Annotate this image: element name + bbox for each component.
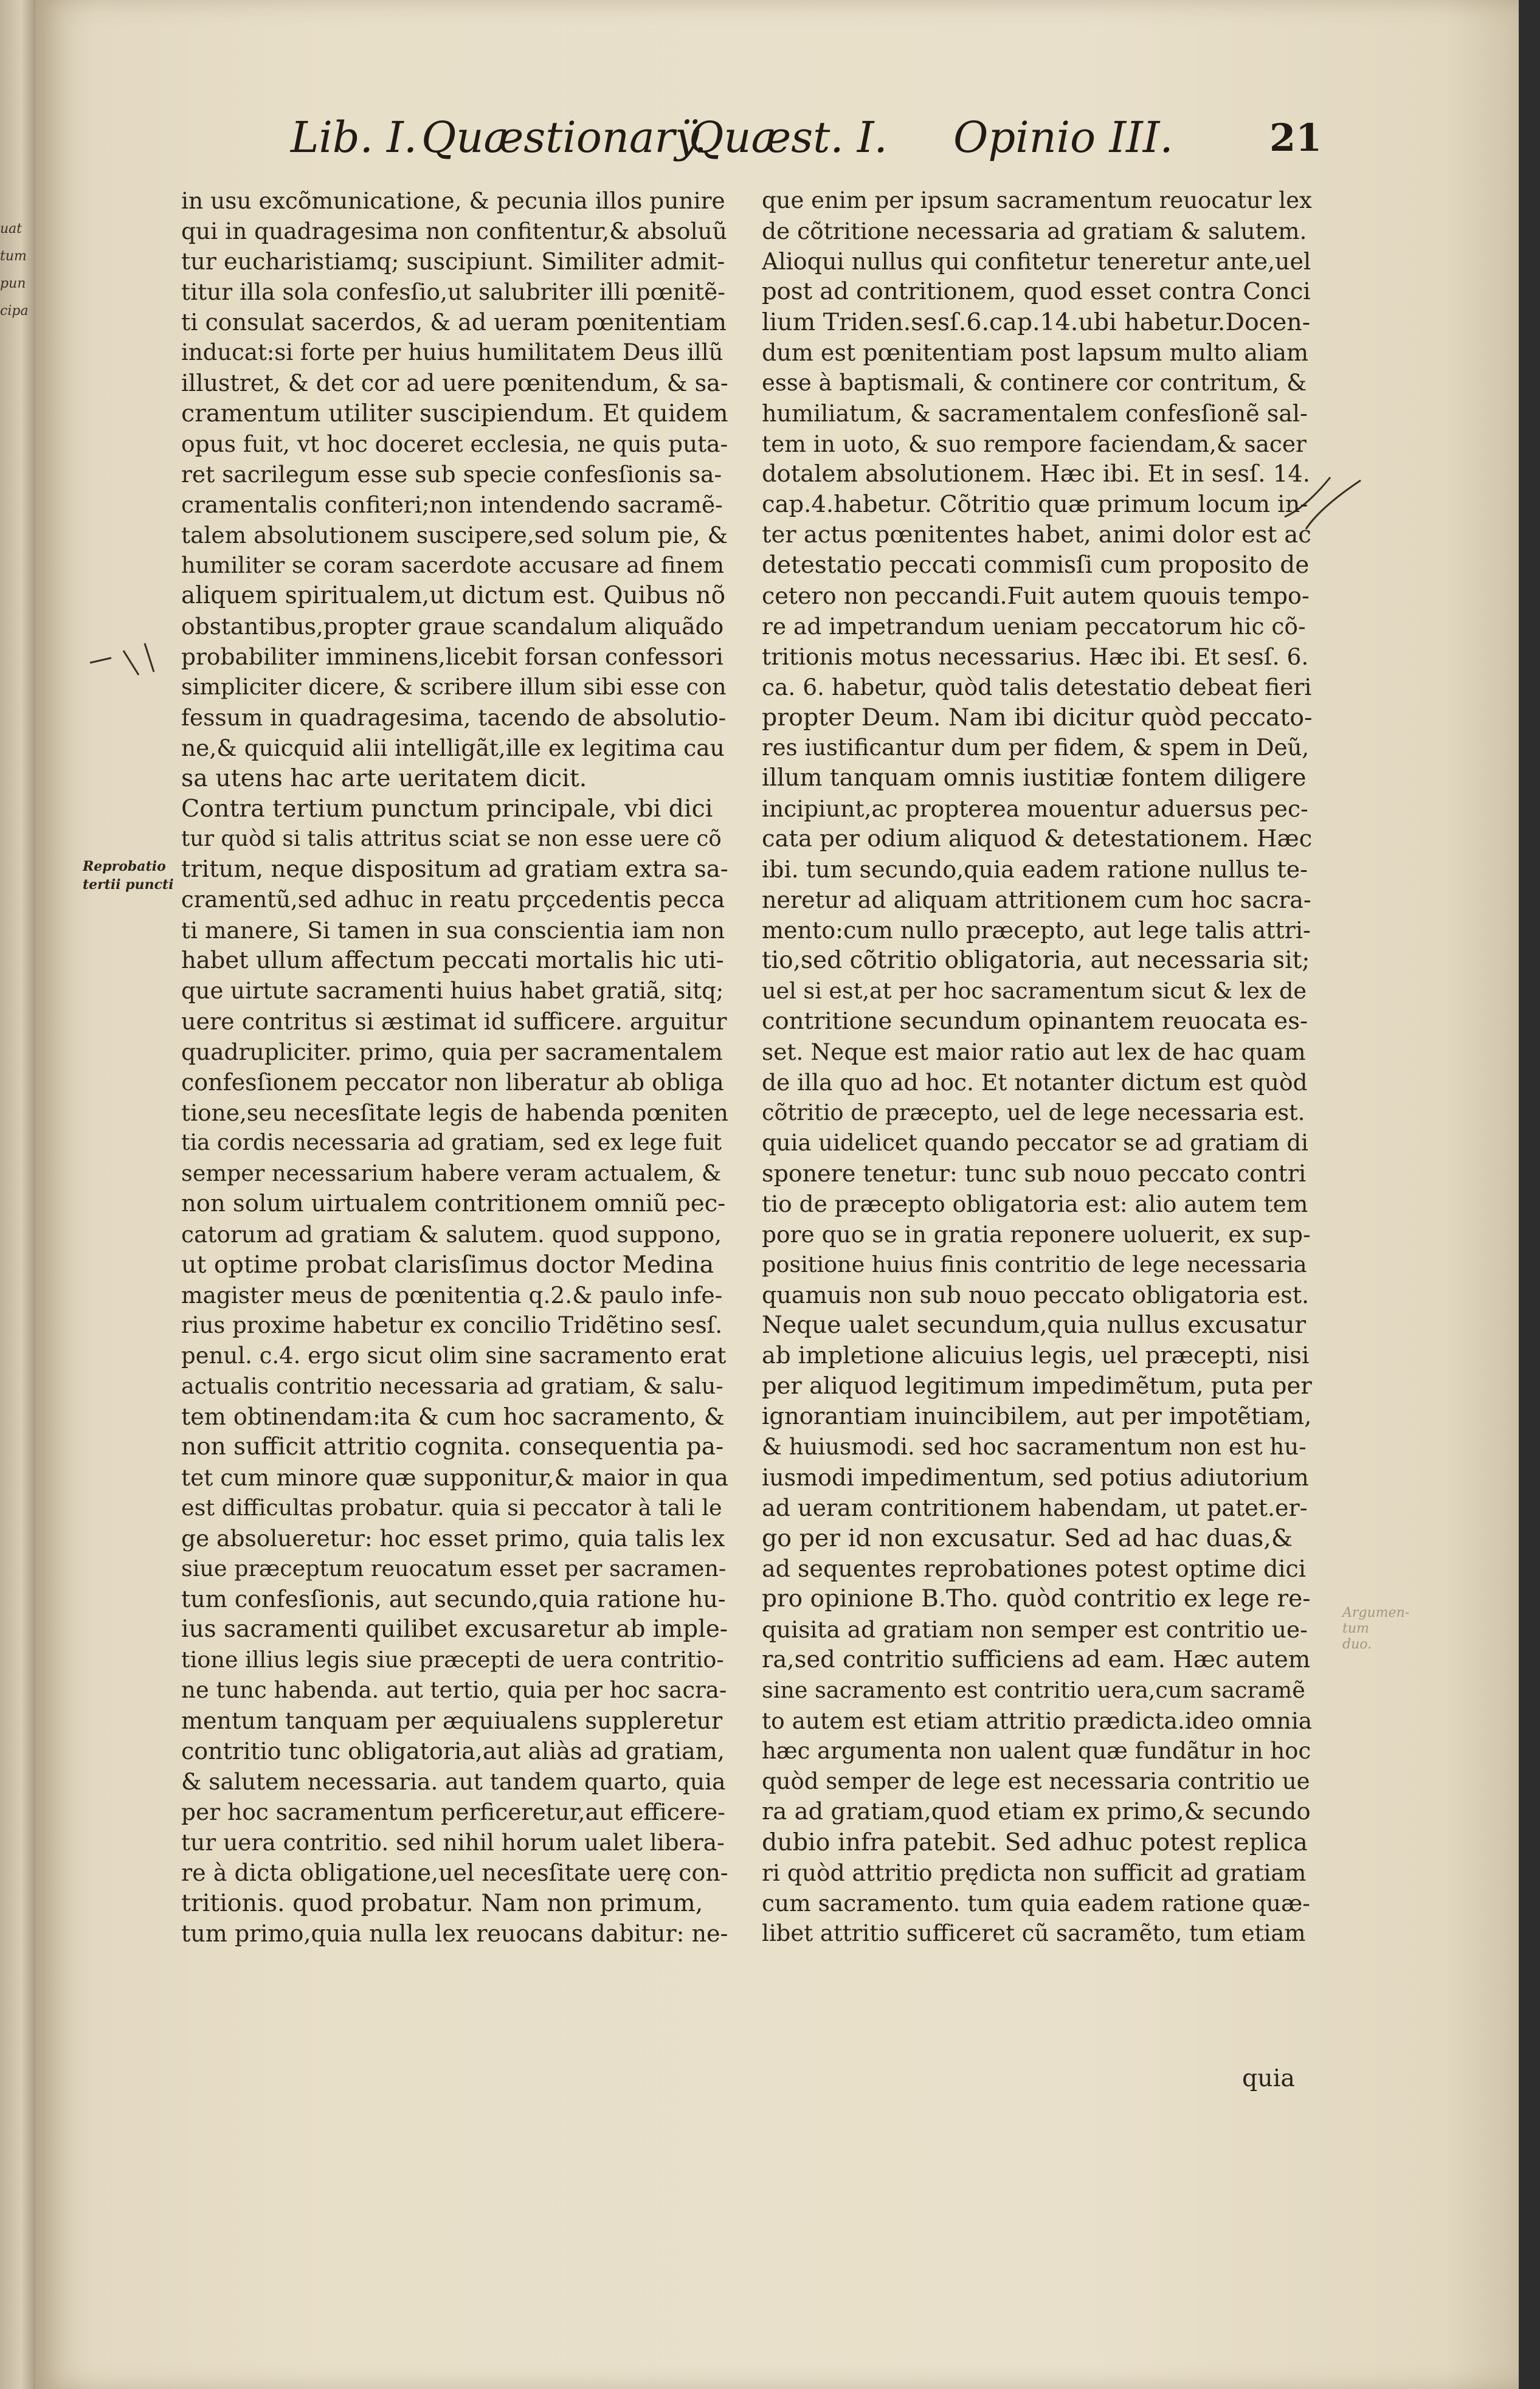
page-number: 21 (1269, 116, 1322, 160)
text-line: re à dicta obligatione,uel necesſitate uerę con- (181, 1859, 728, 1886)
text-line: tritum, neque dispositum ad gratiam extra sa- (181, 856, 728, 883)
margin-note-line: tertii puncti (83, 877, 174, 893)
header-book: Lib. I. (291, 112, 418, 162)
text-line: uel si est,at per hoc sacramentum sicut & lex de (762, 978, 1307, 1004)
margin-note (83, 857, 183, 894)
text-line: & huiusmodi. sed hoc sacramentum non est hu- (762, 1434, 1307, 1460)
text-line: hæc argumenta non ualent quæ fundãtur in hoc (762, 1738, 1311, 1764)
text-line: dotalem absolutionem. Hæc ibi. Et in sesſ. 14. (762, 460, 1310, 488)
text-line: est difficultas probatur. quia si peccator à tali le (181, 1495, 722, 1521)
text-line: incipiunt,ac propterea mouentur aduersus pec- (762, 795, 1308, 822)
text-line: ad sequentes reprobationes potest optime dici (762, 1555, 1306, 1582)
text-line: Contra tertium punctum principale, vbi dici (181, 795, 713, 823)
text-line: ret sacrilegum esse sub specie confesſionis sa- (181, 461, 722, 488)
text-line: go per id non excusatur. Sed ad hac duas,& (762, 1524, 1293, 1552)
text-line: sine sacramento est contritio uera,cum sacramẽ (762, 1677, 1305, 1703)
text-line: neretur ad aliquam attritionem cum hoc sacra- (762, 887, 1311, 913)
text-line: Alioqui nullus qui confitetur teneretur ante,uel (762, 248, 1311, 275)
text-line: probabiliter imminens,licebit forsan confessori (181, 643, 723, 670)
text-line: tum confesſionis, aut secundo,quia ratione hu- (181, 1586, 726, 1613)
margin-note-line: Reprobatio (83, 859, 166, 874)
book-page (35, 0, 1519, 2389)
text-line: iusmodi impedimentum, sed potius adiutorium (762, 1464, 1309, 1491)
text-line: tum primo,quia nulla lex reuocans dabitur: ne- (181, 1920, 728, 1947)
text-line: talem absolutionem suscipere,sed solum pie, & (181, 522, 728, 548)
text-line: detestatio peccati commisſi cum proposito de (762, 551, 1310, 579)
text-line: tia cordis necessaria ad gratiam, sed ex lege fuit (181, 1130, 722, 1155)
text-line: cata per odium aliquod & detestationem. Hæc (762, 825, 1312, 852)
text-line: tem in uoto, & suo rempore faciendam,& sacer (762, 430, 1307, 457)
text-line: inducat:si forte per huius humilitatem Deus illũ (181, 339, 723, 365)
text-line: uere contritus si æstimat id sufficere. arguitur (181, 1008, 727, 1035)
text-column-left (181, 185, 728, 1949)
text-line: habet ullum affectum peccati mortalis hic uti- (181, 947, 724, 974)
text-line: ra,sed contritio sufficiens ad eam. Hæc autem (762, 1646, 1311, 1673)
text-line: tur eucharistiamq; suscipiunt. Similiter admit- (181, 248, 725, 275)
text-line: ter actus pœnitentes habet, animi dolor est ac (762, 521, 1311, 548)
text-line: post ad contritionem, quod esset contra Conci (762, 278, 1311, 305)
text-line: tione,seu necesſitate legis de habenda pœniten (181, 1099, 728, 1126)
text-line: tio,sed cõtritio obligatoria, aut necessaria sit; (762, 947, 1310, 974)
text-line: quadrupliciter. primo, quia per sacramentalem (181, 1039, 723, 1065)
text-line: cõtritio de præcepto, uel de lege necessaria est. (762, 1099, 1305, 1125)
text-line: sponere tenetur: tunc sub nouo peccato contri (762, 1160, 1307, 1187)
text-line: ti manere, Si tamen in sua conscientia iam non (181, 917, 725, 944)
text-line: de cõtritione necessaria ad gratiam & salutem. (762, 218, 1307, 244)
text-line: cetero non peccandi.Fuit autem quouis tempo- (762, 583, 1310, 609)
text-line: libet attritio sufficeret cũ sacramẽto, tum etiam (762, 1920, 1306, 1946)
text-line: cum sacramento. tum quia eadem ratione quæ- (762, 1890, 1310, 1917)
text-line: tione illius legis siue præcepti de uera contritio- (181, 1647, 724, 1673)
text-line: magister meus de pœnitentia q.2.& paulo infe- (181, 1282, 723, 1309)
text-line: ri quòd attritio prędicta non sufficit ad gratiam (762, 1859, 1307, 1886)
text-line: & salutem necessaria. aut tandem quarto, quia (181, 1768, 726, 1795)
text-line: que uirtute sacramenti huius habet gratiã, sitq; (181, 978, 724, 1004)
text-line: mento:cum nullo præcepto, aut lege talis attri- (762, 917, 1311, 944)
text-line: que enim per ipsum sacramentum reuocatur lex (762, 187, 1312, 213)
pen-annotation-mark (87, 638, 196, 681)
text-line: quòd semper de lege est necessaria contritio ue (762, 1768, 1310, 1794)
text-line: cap.4.habetur. Cõtritio quæ primum locum in- (762, 491, 1308, 518)
text-line: quisita ad gratiam non semper est contritio ue- (762, 1616, 1308, 1643)
text-line: tritionis. quod probatur. Nam non primum, (181, 1889, 703, 1917)
text-line: cramentũ,sed adhuc in reatu prçcedentis pecca (181, 887, 725, 913)
text-line: ra ad gratiam,quod etiam ex primo,& secundo (762, 1798, 1311, 1825)
text-line: tur quòd si talis attritus sciat se non esse uere cõ (181, 826, 722, 851)
text-line: tem obtinendam:ita & cum hoc sacramento, & (181, 1403, 725, 1430)
text-line: set. Neque est maior ratio aut lex de hac quam (762, 1039, 1306, 1065)
text-line: dum est pœnitentiam post lapsum multo aliam (762, 339, 1309, 366)
text-line: tritionis motus necessarius. Hæc ibi. Et sesſ. 6. (762, 643, 1309, 670)
faded-show-through-text: Argumen- tum duo. (1342, 1605, 1410, 1652)
text-line: tio de præcepto obligatoria est: alio autem tem (762, 1191, 1308, 1217)
text-line: ut optime probat clarisſimus doctor Medina (181, 1251, 714, 1279)
text-line: pro opinione B.Tho. quòd contritio ex lege re- (762, 1585, 1311, 1613)
text-line: illum tanquam omnis iustitiæ fontem diligere (762, 764, 1307, 792)
text-line: catorum ad gratiam & salutem. quod suppono, (181, 1221, 722, 1248)
text-line: to autem est etiam attritio prædicta.ideo omnia (762, 1707, 1312, 1734)
text-line: positione huius finis contritio de lege necessaria (762, 1251, 1307, 1277)
text-line: res iustificantur dum per fidem, & spem in Deũ, (762, 735, 1310, 761)
text-line: qui in quadragesima non confitentur,& absoluũ (181, 218, 727, 244)
text-line: dubio infra patebit. Sed adhuc potest replica (762, 1828, 1308, 1856)
text-line: ibi. tum secundo,quia eadem ratione nullus te- (762, 856, 1308, 883)
text-line: cramentalis confiteri;non intendendo sacramẽ- (181, 491, 723, 518)
text-line: ius sacramenti quilibet excusaretur ab imple- (181, 1616, 728, 1643)
text-line: per aliquod legitimum impedimẽtum, puta per (762, 1372, 1312, 1400)
text-line: ignorantiam inuincibilem, aut per impotẽtiam, (762, 1403, 1312, 1430)
text-line: lium Triden.sesſ.6.cap.14.ubi habetur.Docen- (762, 308, 1311, 336)
text-line: contritio tunc obligatoria,aut aliàs ad gratiam, (181, 1738, 725, 1765)
text-line: Neque ualet secundum,quia nullus excusatur (762, 1312, 1307, 1339)
text-line: rius proxime habetur ex concilio Tridẽtino sesſ. (181, 1312, 723, 1338)
text-line: semper necessarium habere veram actualem, & (181, 1160, 722, 1186)
catchword: quia (1242, 2064, 1295, 2092)
text-line: sa utens hac arte ueritatem dicit. (181, 764, 587, 792)
text-line: titur illa sola confesſio,ut salubriter illi pœnitẽ- (181, 278, 725, 305)
text-line: re ad impetrandum ueniam peccatorum hic cõ- (762, 613, 1306, 640)
text-line: siue præceptum reuocatum esset per sacramen- (181, 1555, 727, 1582)
text-line: aliquem spiritualem,ut dictum est. Quibus nõ (181, 582, 726, 609)
text-line: obstantibus,propter graue scandalum aliquãdo (181, 613, 724, 640)
text-line: ab impletione alicuius legis, uel præcepti, nisi (762, 1342, 1310, 1369)
facing-page-fragment: tum (0, 249, 27, 264)
text-line: per hoc sacramentum perficeretur,aut efficere- (181, 1799, 725, 1825)
text-line: propter Deum. Nam ibi dicitur quòd peccato- (762, 704, 1312, 731)
text-line: fessum in quadragesima, tacendo de absolutio- (181, 704, 727, 731)
text-line: tur uera contritio. sed nihil horum ualet libera- (181, 1829, 725, 1856)
text-line: quamuis non sub nouo peccato obligatoria est. (762, 1282, 1310, 1309)
text-line: in usu excõmunicatione, & pecunia illos punire (181, 187, 725, 214)
text-line: non sufficit attritio cognita. consequentia pa- (181, 1433, 724, 1461)
facing-page-fragment: pun (0, 276, 26, 291)
text-line: ti consulat sacerdos, & ad ueram pœnitentiam (181, 309, 727, 336)
facing-page-edge (0, 0, 35, 2389)
text-line: esse à baptismali, & continere cor contritum, & (762, 370, 1307, 396)
text-line: actualis contritio necessaria ad gratiam, & salu- (181, 1373, 723, 1399)
text-line: humiliter se coram sacerdote accusare ad finem (181, 552, 725, 578)
text-line: mentum tanquam per æquiualens suppleretur (181, 1707, 723, 1734)
text-line: simpliciter dicere, & scribere illum sibi esse con (181, 674, 727, 700)
text-line: tet cum minore quæ supponitur,& maior in qua (181, 1464, 728, 1491)
text-line: ne tunc habenda. aut tertio, quia per hoc sacra- (181, 1677, 727, 1703)
text-line: cramentum utiliter suscipiendum. Et quidem (181, 399, 728, 427)
text-line: humiliatum, & sacramentalem confesſionẽ sal- (762, 400, 1308, 427)
text-line: penul. c.4. ergo sicut olim sine sacramento erat (181, 1343, 727, 1369)
facing-page-fragment: cipa (0, 303, 29, 319)
header-opinion: Opinio III. (953, 112, 1173, 162)
facing-page-fragment: uat (0, 221, 22, 237)
text-line: non solum uirtualem contritionem omniũ pec- (181, 1190, 726, 1217)
text-line: illustret, & det cor ad uere pœnitendum, & sa- (181, 370, 728, 396)
page-edge-shadow (1519, 0, 1540, 2389)
text-line: ca. 6. habetur, quòd talis detestatio debeat fieri (762, 674, 1312, 700)
text-line: opus fuit, vt hoc doceret ecclesia, ne quis puta- (181, 430, 728, 457)
text-line: quia uidelicet quando peccator se ad gratiam di (762, 1130, 1308, 1156)
text-line: pore quo se in gratia reponere uoluerit, ex sup- (762, 1221, 1311, 1248)
header-question: Quæst. I. (689, 112, 888, 162)
header-work: Quæstionarÿ. (421, 112, 707, 162)
text-line: ne,& quicquid alii intelligãt,ille ex legitima cau (181, 735, 725, 761)
text-line: confesſionem peccator non liberatur ab obliga (181, 1069, 724, 1096)
text-line: contritione secundum opinantem reuocata es- (762, 1008, 1308, 1035)
text-line: ad ueram contritionem habendam, ut patet.er- (762, 1495, 1308, 1521)
running-header (291, 112, 1324, 173)
text-column-right (762, 185, 1312, 1949)
text-line: de illa quo ad hoc. Et notanter dictum est quòd (762, 1069, 1308, 1096)
text-line: ge absolueretur: hoc esset primo, quia talis lex (181, 1525, 725, 1552)
